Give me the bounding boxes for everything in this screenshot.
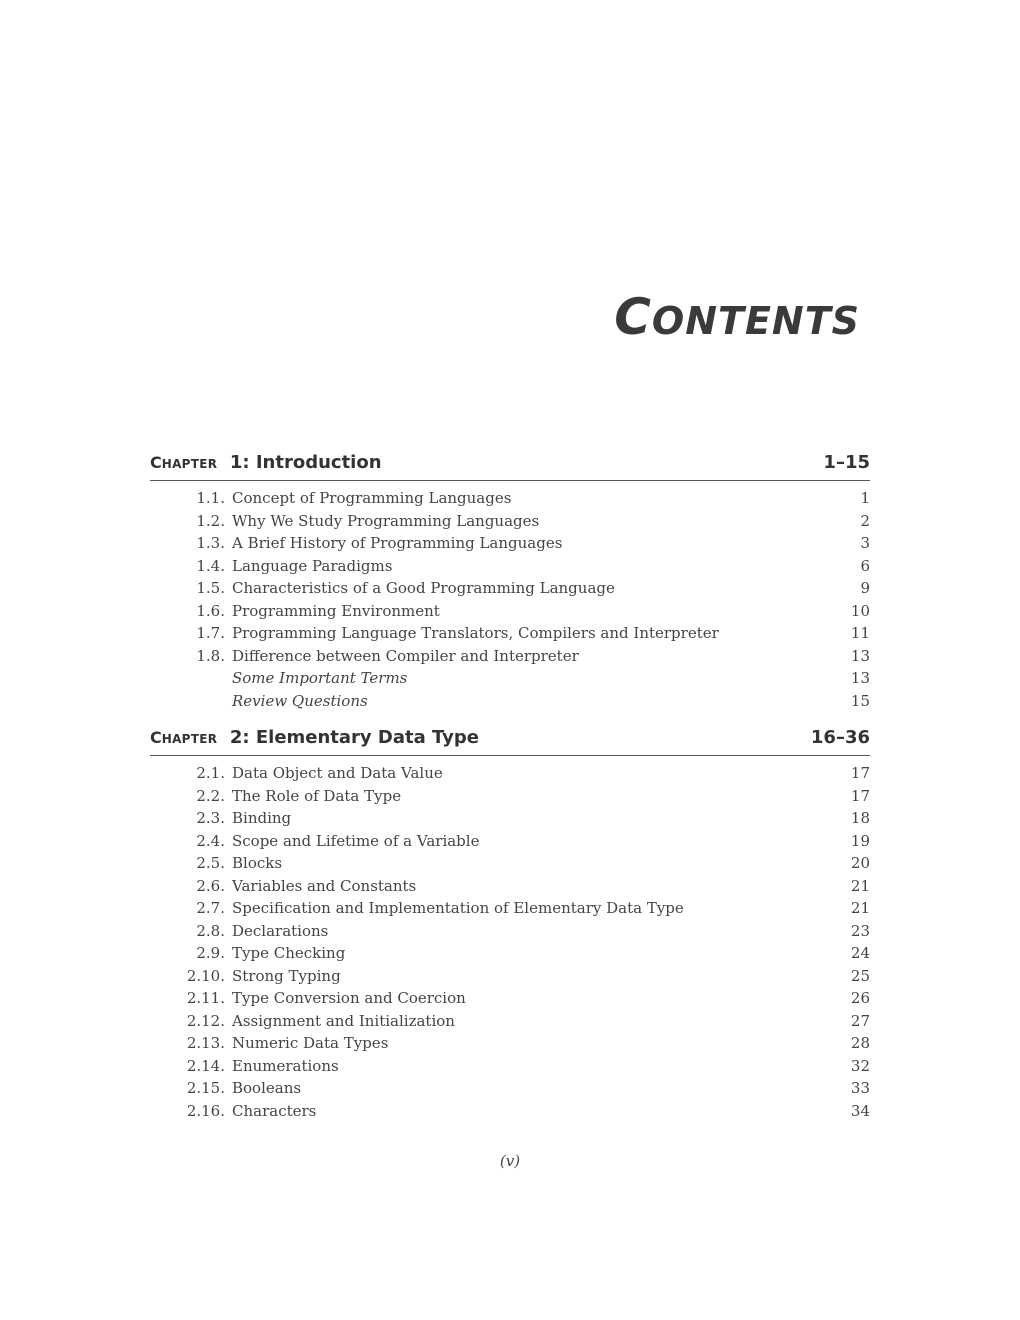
page-title-initial: C <box>614 288 652 346</box>
section-page: 19 <box>850 831 870 850</box>
section-number: 1.3. <box>196 534 225 552</box>
section-page: 1 <box>860 489 870 507</box>
section-number: 1.4. <box>196 556 225 575</box>
section-number: 1.8. <box>196 646 225 665</box>
section-title: Language Paradigms <box>232 556 393 575</box>
section-title: Binding <box>232 809 292 827</box>
section-page: 21 <box>850 899 870 917</box>
section-title: Some Important Terms <box>232 669 408 687</box>
chapter-label-rest: HAPTER <box>161 457 218 471</box>
section-page: 28 <box>850 1034 870 1052</box>
section-number: 2.10. <box>186 966 225 985</box>
section-title: Characteristics of a Good Programming Language <box>232 579 615 597</box>
toc-entry[interactable] <box>150 602 870 625</box>
section-page: 2 <box>860 511 870 530</box>
section-title: The Role of Data Type <box>232 786 402 805</box>
chapter-title: 1: Introduction <box>229 452 382 473</box>
section-page: 27 <box>850 1011 870 1030</box>
toc-entry[interactable] <box>150 1012 870 1035</box>
section-number: 2.5. <box>196 854 225 872</box>
toc-entry[interactable] <box>150 989 870 1012</box>
section-number: 2.15. <box>186 1079 225 1097</box>
chapter-page-range: 16–36 <box>810 727 870 748</box>
section-title: Concept of Programming Languages <box>232 489 512 507</box>
chapter-label-initial: C <box>150 728 162 747</box>
section-page: 33 <box>850 1079 870 1097</box>
section-page: 20 <box>850 854 870 872</box>
toc-entry[interactable] <box>150 764 870 787</box>
chapter-title-group <box>150 727 479 748</box>
section-title: Specification and Implementation of Elementary Data Type <box>232 899 684 917</box>
section-number: 2.12. <box>186 1011 225 1030</box>
section-page: 15 <box>850 691 870 710</box>
toc-entry[interactable] <box>150 669 870 692</box>
section-number: 2.1. <box>196 764 225 782</box>
section-title: Declarations <box>232 921 329 940</box>
section-page: 24 <box>850 944 870 962</box>
section-number: 2.16. <box>186 1101 225 1120</box>
toc-entry[interactable] <box>150 832 870 855</box>
toc-entry[interactable] <box>150 787 870 810</box>
toc-entry[interactable] <box>150 877 870 900</box>
section-title: Variables and Constants <box>232 876 417 895</box>
section-title: Scope and Lifetime of a Variable <box>232 831 480 850</box>
chapter-label-initial: C <box>150 453 162 472</box>
section-title: Enumerations <box>232 1056 339 1075</box>
toc-entry[interactable] <box>150 579 870 602</box>
section-page: 17 <box>850 786 870 805</box>
toc-entry[interactable] <box>150 967 870 990</box>
section-page: 23 <box>850 921 870 940</box>
chapter-label <box>150 727 217 748</box>
section-title: Booleans <box>232 1079 302 1097</box>
section-title: Data Object and Data Value <box>232 764 443 782</box>
section-title: Type Conversion and Coercion <box>232 989 466 1007</box>
toc-entry[interactable] <box>150 1057 870 1080</box>
toc-entry[interactable] <box>150 922 870 945</box>
section-number: 2.4. <box>196 831 225 850</box>
section-page: 26 <box>850 989 870 1007</box>
section-title: Programming Environment <box>232 601 440 620</box>
chapter-entries <box>150 489 870 714</box>
section-number: 2.11. <box>186 989 225 1007</box>
section-number: 1.6. <box>196 601 225 620</box>
page-title-rest: ONTENTS <box>651 299 860 343</box>
page-folio: (v) <box>499 1152 521 1170</box>
toc-entry[interactable] <box>150 557 870 580</box>
chapter-entries <box>150 764 870 1124</box>
section-page: 13 <box>850 646 870 665</box>
section-title: Numeric Data Types <box>232 1034 389 1052</box>
chapter-page-range: 1–15 <box>823 452 870 473</box>
section-page: 34 <box>850 1101 870 1120</box>
section-title: A Brief History of Programming Languages <box>232 534 563 552</box>
section-page: 13 <box>850 669 870 687</box>
section-title: Review Questions <box>232 691 368 710</box>
toc-entry[interactable] <box>150 1034 870 1057</box>
chapter-title: 2: Elementary Data Type <box>229 727 480 748</box>
section-number: 2.2. <box>196 786 225 805</box>
toc-entry[interactable] <box>150 534 870 557</box>
section-page: 11 <box>850 624 870 642</box>
section-page: 18 <box>850 809 870 827</box>
section-page: 17 <box>850 764 870 782</box>
section-number: 2.14. <box>186 1056 225 1075</box>
table-of-contents <box>150 452 870 1137</box>
section-number: 1.1. <box>196 489 225 507</box>
section-page: 6 <box>860 556 870 575</box>
section-number: 2.9. <box>196 944 225 962</box>
toc-entry[interactable] <box>150 854 870 877</box>
chapter-title-group <box>150 452 382 473</box>
toc-entry[interactable] <box>150 1079 870 1102</box>
section-title: Difference between Compiler and Interpreter <box>232 646 579 665</box>
toc-entry[interactable] <box>150 1102 870 1125</box>
section-page: 25 <box>850 966 870 985</box>
toc-entry[interactable] <box>150 647 870 670</box>
section-title: Characters <box>232 1101 317 1120</box>
chapter-heading[interactable] <box>150 727 870 756</box>
toc-entry[interactable] <box>150 692 870 715</box>
section-title: Assignment and Initialization <box>232 1011 455 1030</box>
section-number: 1.2. <box>196 511 225 530</box>
toc-entry[interactable] <box>150 512 870 535</box>
section-number: 1.5. <box>196 579 225 597</box>
section-page: 9 <box>860 579 870 597</box>
toc-entry[interactable] <box>150 944 870 967</box>
toc-entry[interactable] <box>150 809 870 832</box>
toc-entry[interactable] <box>150 624 870 647</box>
section-title: Why We Study Programming Languages <box>232 511 540 530</box>
section-number: 2.3. <box>196 809 225 827</box>
page-title <box>614 288 860 346</box>
toc-entry[interactable] <box>150 899 870 922</box>
section-page: 21 <box>850 876 870 895</box>
section-title: Strong Typing <box>232 966 341 985</box>
section-number: 2.8. <box>196 921 225 940</box>
chapter-label <box>150 452 217 473</box>
section-number: 2.6. <box>196 876 225 895</box>
section-page: 32 <box>850 1056 870 1075</box>
section-title: Blocks <box>232 854 283 872</box>
toc-entry[interactable] <box>150 489 870 512</box>
section-page: 10 <box>850 601 870 620</box>
section-page: 3 <box>860 534 870 552</box>
section-number: 2.7. <box>196 899 225 917</box>
section-number: 1.7. <box>196 624 225 642</box>
section-title: Programming Language Translators, Compilers and Interpreter <box>232 624 719 642</box>
chapter-heading[interactable] <box>150 452 870 481</box>
section-number: 2.13. <box>186 1034 225 1052</box>
section-title: Type Checking <box>232 944 346 962</box>
chapter-label-rest: HAPTER <box>161 732 218 746</box>
